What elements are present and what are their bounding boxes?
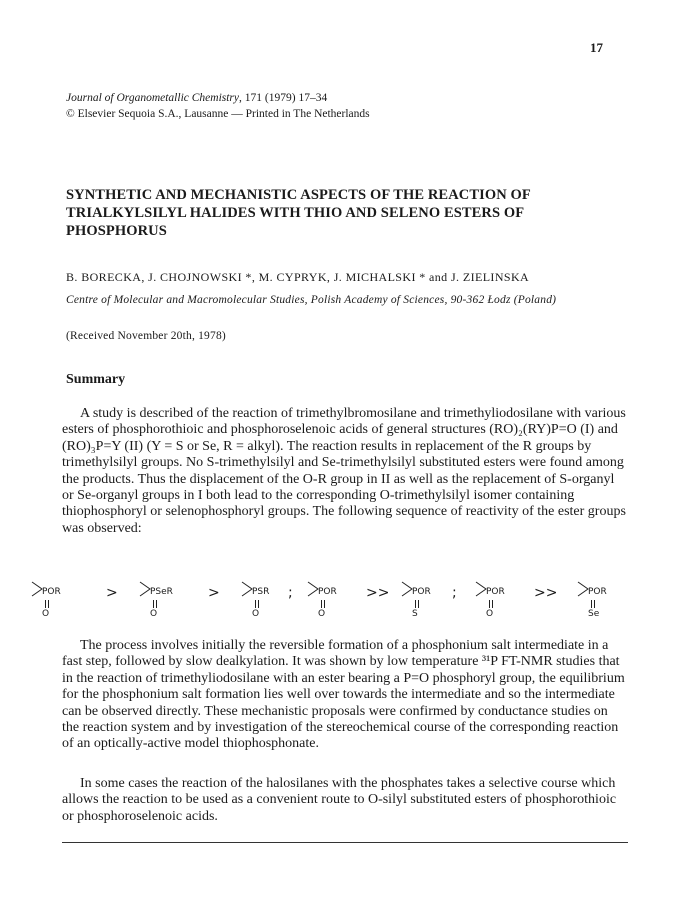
received-date: (Received November 20th, 1978) xyxy=(66,330,226,342)
copyright-line: © Elsevier Sequoia S.A., Lausanne — Printed in The Netherlands xyxy=(66,108,370,120)
journal-citation-line xyxy=(66,90,370,106)
journal-name: Journal of Organometallic Chemistry xyxy=(66,92,240,104)
double-bond xyxy=(255,600,259,608)
group-atom: Se xyxy=(588,609,600,619)
author-list: B. BORECKA, J. CHOJNOWSKI *, M. CYPRYK, J. MICHALSKI * and J. ZIELINSKA xyxy=(66,270,530,284)
group-atom: O xyxy=(318,609,326,619)
separator: ; xyxy=(288,585,293,601)
journal-header xyxy=(66,90,370,122)
double-bond xyxy=(153,600,157,608)
double-bond xyxy=(415,600,419,608)
footer-rule xyxy=(62,842,628,843)
summary-paragraph-3: In some cases the reaction of the halosilanes with the phosphates takes a selective course which allows the reaction to be used as a convenient route to O-silyl substituted esters of phosphorothioic or phosphoroselenoic acids. xyxy=(62,776,617,824)
group-atom: O xyxy=(486,609,494,619)
separator: > xyxy=(208,585,220,601)
separator: >> xyxy=(366,585,390,601)
group-label: PSR xyxy=(252,587,270,597)
double-bond xyxy=(45,600,49,608)
group-label: POR xyxy=(588,587,607,597)
group-label: POR xyxy=(42,587,61,597)
separator: ; xyxy=(452,585,457,601)
group-label: POR xyxy=(412,587,431,597)
affiliation: Centre of Molecular and Macromolecular Studies, Polish Academy of Sciences, 90-362 Łodz (Poland) xyxy=(66,294,557,306)
group-atom: O xyxy=(42,609,50,619)
double-bond xyxy=(489,600,493,608)
page-number: 17 xyxy=(590,40,603,55)
summary-paragraph-1: A study is described of the reaction of trimethylbromosilane and trimethyliodosilane with various esters of phosphorothioic and phosphoroselenoic acids of general structures (RO)₂(RY)P=O (I) and (RO)₃P=Y (II) (Y = S or Se, R = alkyl). The reaction results in replacement of the R groups by trimethylsilyl groups. No S-trimethylsilyl and Se-trimethylsilyl substituted esters were found among the products. Thus the displacement of the O-R group in II as well as the replacement of S-organyl or Se-organyl groups in I both lead to the corresponding O-trimethylsilyl isomer containing thiophosphoryl or selenophosphoryl groups. The following sequence of reactivity of the ester groups was observed: xyxy=(62,406,626,536)
group-atom: O xyxy=(252,609,260,619)
group-atom: S xyxy=(412,609,418,619)
journal-volume-pages: , 171 (1979) 17–34 xyxy=(239,92,328,104)
summary-heading: Summary xyxy=(66,372,126,387)
group-label: PSeR xyxy=(150,587,173,597)
reactivity-sequence xyxy=(30,580,660,620)
separator: >> xyxy=(534,585,558,601)
group-label: POR xyxy=(318,587,337,597)
double-bond xyxy=(591,600,595,608)
group-atom: O xyxy=(150,609,158,619)
article-title: SYNTHETIC AND MECHANISTIC ASPECTS OF THE REACTION OF TRIALKYLSILYL HALIDES WITH THIO AND SELENO ESTERS OF PHOSPHORUS xyxy=(66,187,531,239)
double-bond xyxy=(321,600,325,608)
group-label: POR xyxy=(486,587,505,597)
summary-paragraph-2: The process involves initially the reversible formation of a phosphonium salt intermediate in a fast step, followed by slow dealkylation. It was shown by low temperature ³¹P FT-NMR studies that in the reaction of trimethyliodosilane with an ester bearing a P=O phosphoryl group, the equilibrium for the phosphonium salt formation lies well over towards the intermediate and so the intermediate can be observed directly. These mechanistic proposals were confirmed by conductance studies on the reaction system and by investigation of the stereochemical course of the corresponding reaction of an optically-active model thiophosphonate. xyxy=(62,638,625,752)
separator: > xyxy=(106,585,118,601)
